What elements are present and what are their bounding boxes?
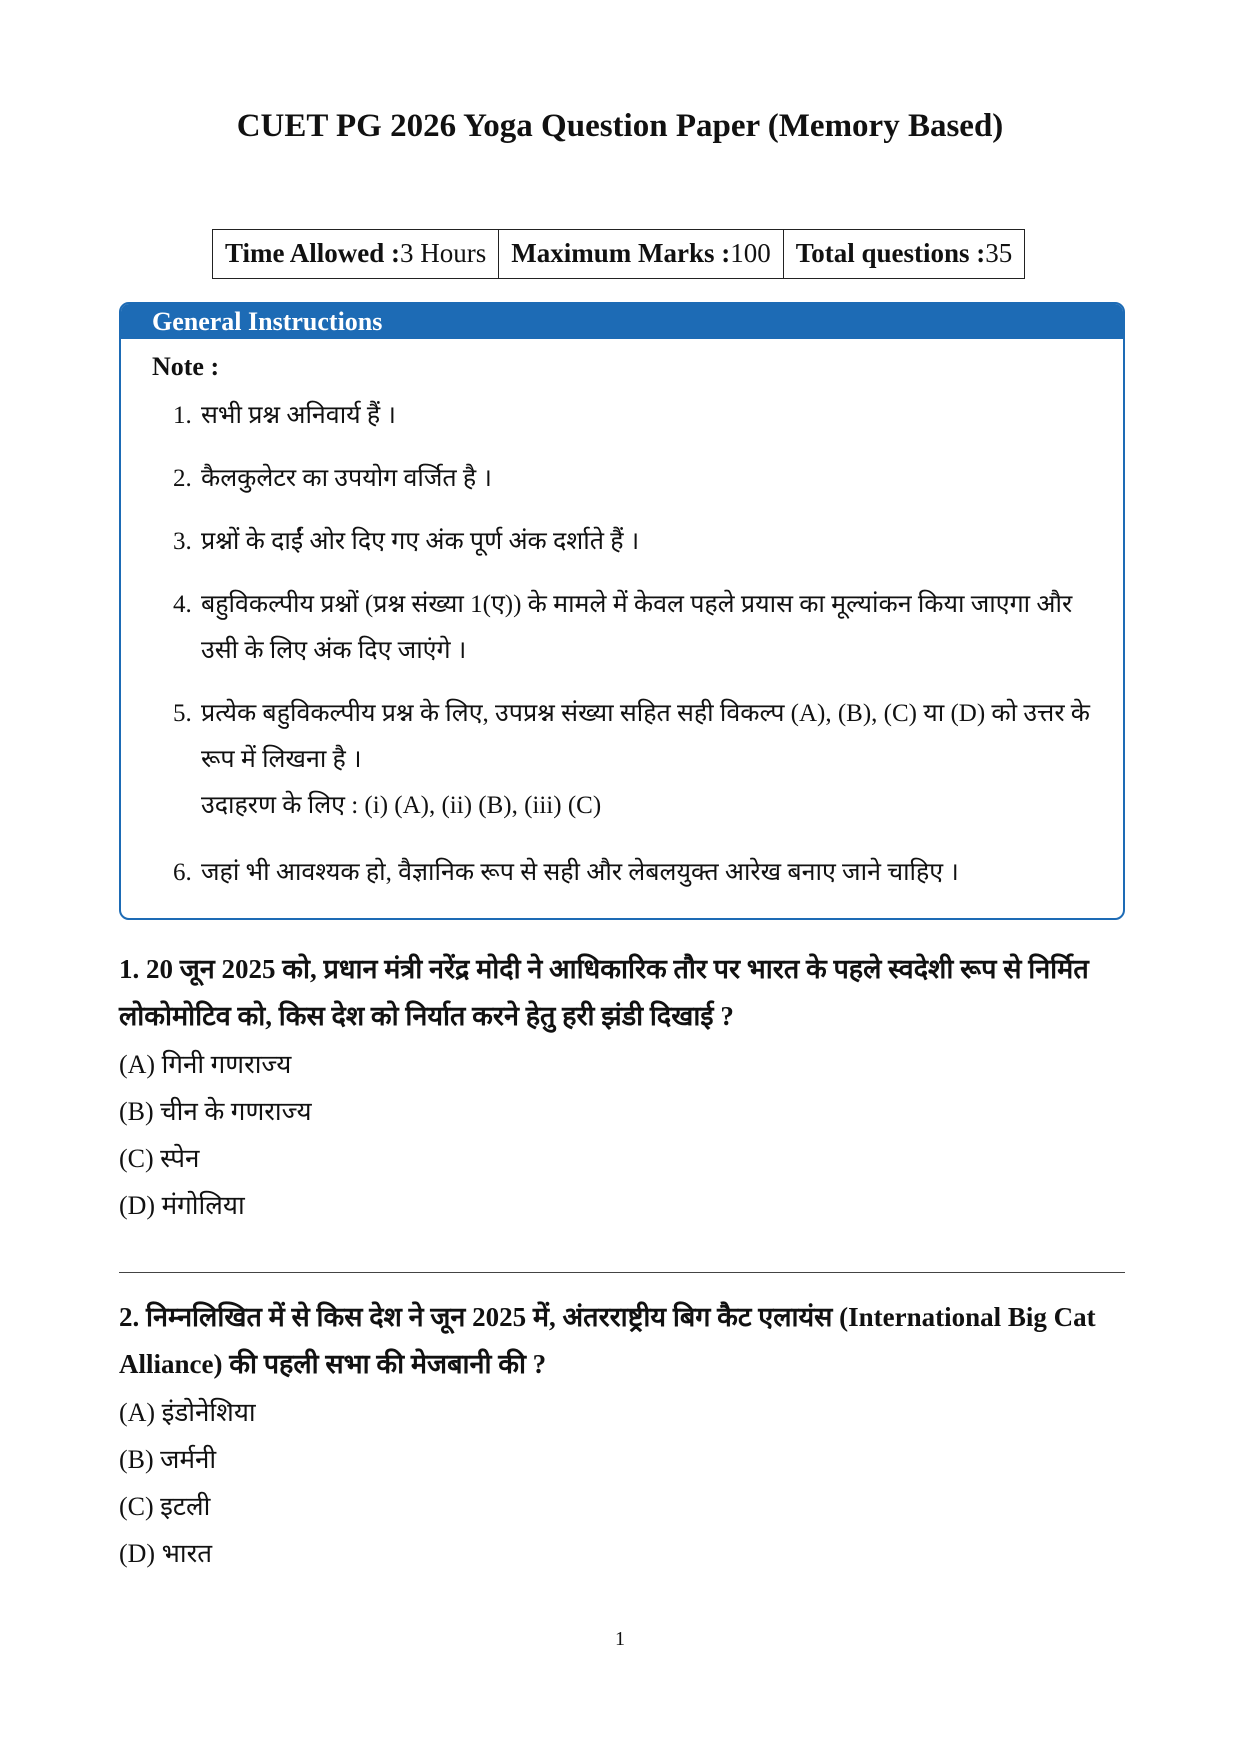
instruction-number: 4. xyxy=(173,591,192,618)
question-1-text: 1. 20 जून 2025 को, प्रधान मंत्री नरेंद्र मोदी ने आधिकारिक तौर पर भारत के पहले स्वदेशी रूप से निर्मित लोकोमोटिव को, किस देश को निर्यात करने हेतु हरी झंडी दिखाई ? xyxy=(119,954,1089,1031)
instruction-text: सभी प्रश्न अनिवार्य हैं । xyxy=(201,402,396,429)
question-2-text: 2. निम्नलिखित में से किस देश ने जून 2025 में, अंतरराष्ट्रीय बिग कैट एलायंस (International Big Cat Alliance) की पहली सभा की मेजबानी की ? xyxy=(119,1302,1096,1379)
total-questions-cell xyxy=(783,230,1025,279)
page-number: 1 xyxy=(615,1628,625,1650)
instruction-item xyxy=(173,519,1093,565)
instruction-item xyxy=(173,582,1093,674)
instruction-item xyxy=(173,393,1093,439)
instruction-number: 2. xyxy=(173,465,192,492)
time-allowed-value: 3 Hours xyxy=(400,238,487,268)
instructions-header: General Instructions xyxy=(121,304,1123,339)
page-title: CUET PG 2026 Yoga Question Paper (Memory Based) xyxy=(236,108,1004,144)
instruction-text: बहुविकल्पीय प्रश्नों (प्रश्न संख्या 1(ए)) के मामले में केवल पहले प्रयास का मूल्यांकन किया जाएगा और उसी के लिए अंक दिए जाएंगे । xyxy=(201,591,1073,664)
instruction-text: जहां भी आवश्यक हो, वैज्ञानिक रूप से सही और लेबलयुक्त आरेख बनाए जाने चाहिए । xyxy=(201,859,959,886)
question-1-option-d: (D) मंगोलिया xyxy=(119,1191,245,1220)
time-allowed-cell xyxy=(213,230,499,279)
instruction-item xyxy=(173,691,1093,829)
instruction-number: 6. xyxy=(173,859,192,886)
max-marks-cell xyxy=(499,230,783,279)
instruction-number: 1. xyxy=(173,402,192,429)
time-allowed-label: Time Allowed : xyxy=(225,238,400,268)
instruction-text: प्रश्नों के दाईं ओर दिए गए अंक पूर्ण अंक दर्शाते हैं । xyxy=(201,528,640,555)
section-divider xyxy=(119,1272,1125,1273)
max-marks-value: 100 xyxy=(730,238,771,268)
instruction-item xyxy=(173,456,1093,502)
question-2-option-a: (A) इंडोनेशिया xyxy=(119,1398,256,1427)
exam-info-table xyxy=(212,229,1025,279)
general-instructions-box xyxy=(119,302,1125,920)
total-questions-label: Total questions : xyxy=(795,238,986,268)
question-2-option-c: (C) इटली xyxy=(119,1492,211,1521)
instruction-example: उदाहरण के लिए : (i) (A), (ii) (B), (iii) (C) xyxy=(201,792,602,819)
question-1-option-c: (C) स्पेन xyxy=(119,1144,200,1173)
question-2-option-b: (B) जर्मनी xyxy=(119,1445,217,1474)
note-label: Note : xyxy=(152,352,220,381)
instruction-number: 5. xyxy=(173,700,192,727)
question-1-option-b: (B) चीन के गणराज्य xyxy=(119,1097,312,1126)
question-1-option-a: (A) गिनी गणराज्य xyxy=(119,1050,292,1079)
question-2-option-d: (D) भारत xyxy=(119,1539,213,1568)
instruction-text: प्रत्येक बहुविकल्पीय प्रश्न के लिए, उपप्रश्न संख्या सहित सही विकल्प (A), (B), (C) या (D) को उत्तर के रूप में लिखना है । xyxy=(201,700,1091,773)
max-marks-label: Maximum Marks : xyxy=(511,238,731,268)
instruction-text: कैलकुलेटर का उपयोग वर्जित है । xyxy=(201,465,492,492)
total-questions-value: 35 xyxy=(985,238,1013,268)
instruction-item xyxy=(173,850,1093,896)
instruction-number: 3. xyxy=(173,528,192,555)
